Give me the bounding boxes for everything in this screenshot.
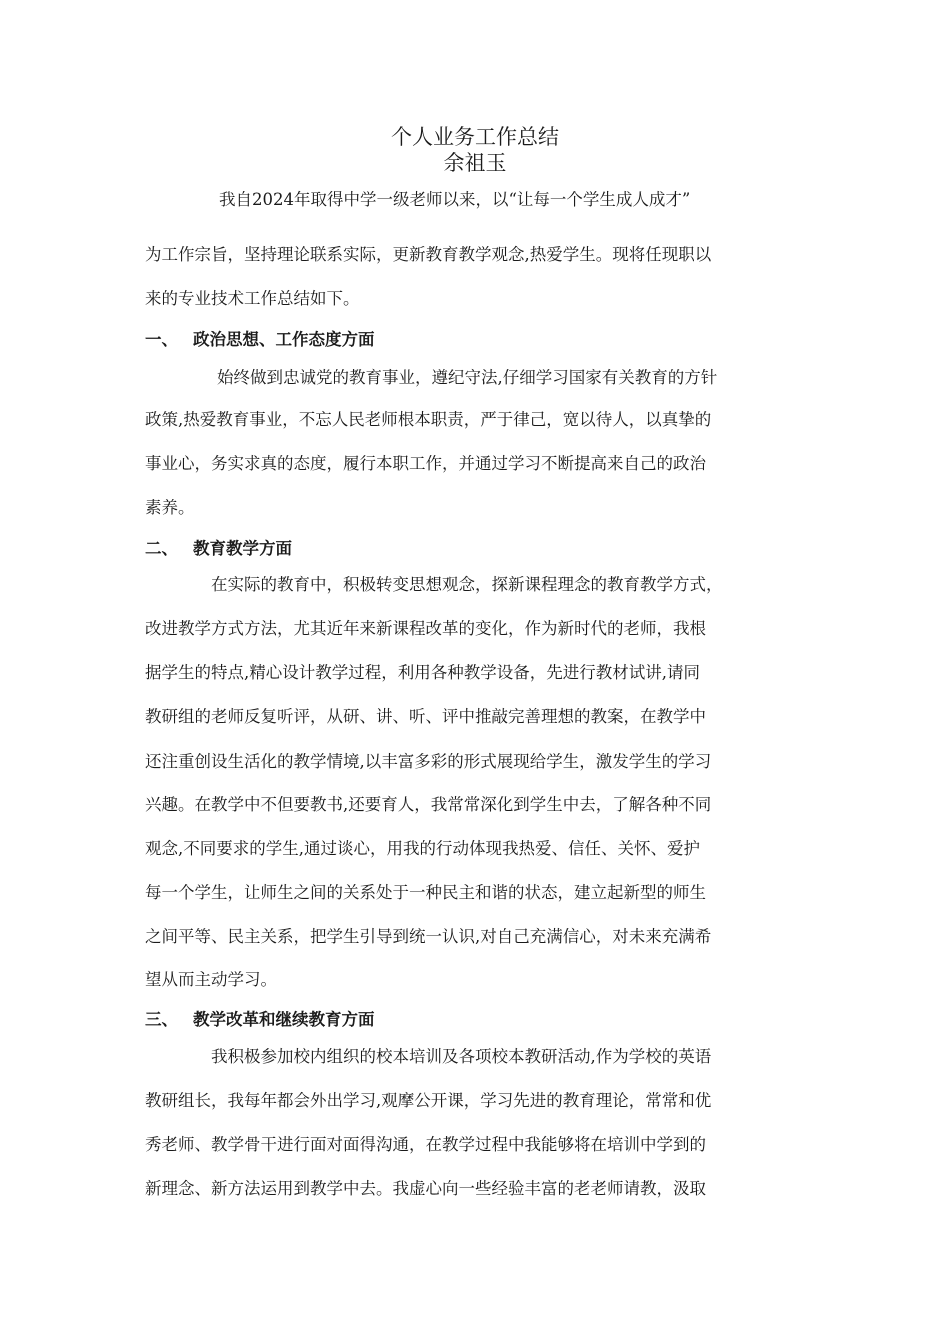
section-title: 教育教学方面: [193, 539, 292, 558]
paragraph-line: 望从而主动学习。: [145, 970, 277, 989]
section-heading: [145, 1008, 375, 1032]
paragraph-line: 改进教学方式方法，尤其近年来新课程改革的变化，作为新时代的老师，我根: [145, 619, 706, 638]
paragraph-line: 秀老师、教学骨干进行面对面得沟通，在教学过程中我能够将在培训中学到的: [145, 1135, 706, 1154]
paragraph-line: 观念,不同要求的学生,通过谈心，用我的行动体现我热爱、信任、关怀、爱护: [145, 839, 700, 858]
paragraph-line: 新理念、新方法运用到教学中去。我虚心向一些经验丰富的老老师请教，汲取: [145, 1179, 706, 1198]
section-heading: [145, 537, 292, 561]
paragraph-line: 每一个学生，让师生之间的关系处于一种民主和谐的状态，建立起新型的师生: [145, 883, 706, 902]
section-title: 教学改革和继续教育方面: [193, 1010, 375, 1029]
paragraph-line: 始终做到忠诚党的教育事业，遵纪守法,仔细学习国家有关教育的方针: [217, 368, 718, 387]
paragraph-line: 在实际的教育中，积极转变思想观念，探新课程理念的教育教学方式，: [211, 575, 723, 594]
paragraph-line: 政策,热爱教育事业，不忘人民老师根本职责，严于律己，宽以待人，以真挚的: [145, 410, 712, 429]
paragraph-line: 事业心，务实求真的态度，履行本职工作，并通过学习不断提高来自己的政治: [145, 454, 706, 473]
paragraph-line: 我积极参加校内组织的校本培训及各项校本教研活动,作为学校的英语: [211, 1047, 712, 1066]
paragraph-line: 兴趣。在教学中不但要教书,还要育人，我常常深化到学生中去，了解各种不同: [145, 795, 712, 814]
paragraph-line: 来的专业技术工作总结如下。: [145, 289, 360, 308]
section-number: 一、: [145, 330, 178, 349]
paragraph-line: 素养。: [145, 498, 195, 517]
section-number: 三、: [145, 1010, 178, 1029]
document-title: 个人业务工作总结: [391, 125, 559, 149]
paragraph-line: 教研组长，我每年都会外出学习,观摩公开课，学习先进的教育理论，常常和优: [145, 1091, 712, 1110]
paragraph-line: 为工作宗旨，坚持理论联系实际，更新教育教学观念,热爱学生。现将任现职以: [145, 245, 712, 264]
paragraph-line: 之间平等、民主关系，把学生引导到统一认识,对自己充满信心，对未来充满希: [145, 927, 712, 946]
section-number: 二、: [145, 539, 178, 558]
section-title: 政治思想、工作态度方面: [193, 330, 375, 349]
section-heading: [145, 328, 375, 352]
paragraph-line: 据学生的特点,精心设计教学过程，利用各种教学设备，先进行教材试讲,请同: [145, 663, 700, 682]
paragraph-line: 教研组的老师反复听评，从研、讲、听、评中推敲完善理想的教案，在教学中: [145, 707, 706, 726]
paragraph-line: 我自2024年取得中学一级老师以来，以“让每一个学生成人成才”: [219, 190, 691, 209]
paragraph-line: 还注重创设生活化的教学情境,以丰富多彩的形式展现给学生，激发学生的学习: [145, 752, 712, 771]
document-author: 余祖玉: [443, 151, 507, 175]
